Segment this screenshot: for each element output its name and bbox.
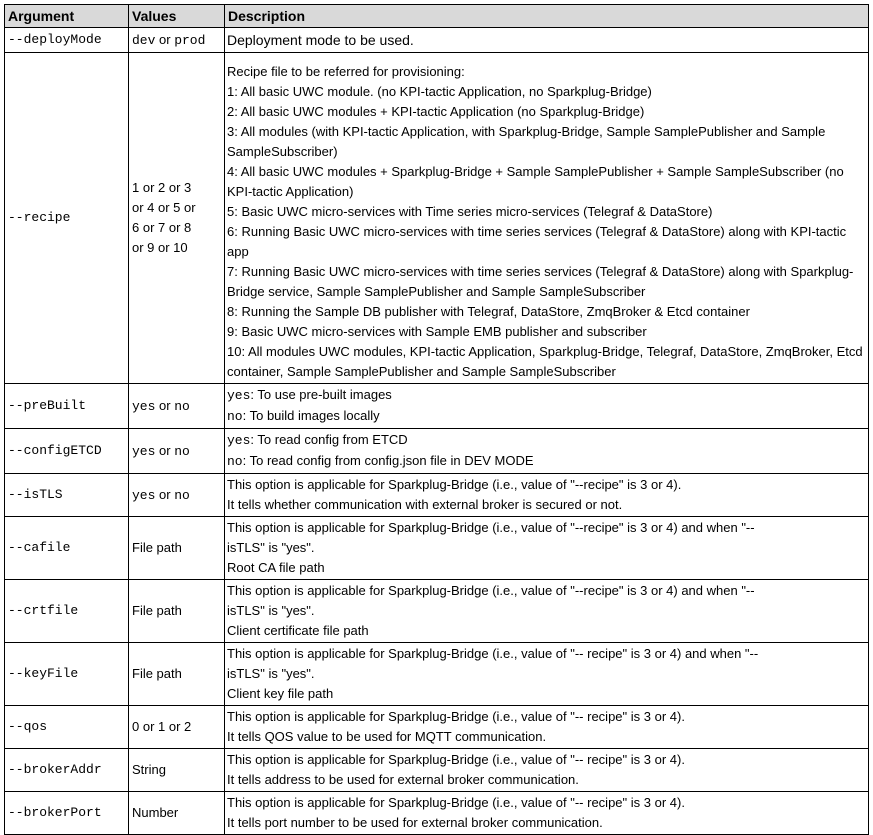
recipe-item: 2: All basic UWC modules + KPI-tactic Application (no Sparkplug-Bridge) (227, 104, 645, 119)
recipe-item: 7: Running Basic UWC micro-services with time series services (Telegraf & DataStore) along with Sparkplug-Bridge service, Sample SamplePublisher and Sample SampleSubscriber (227, 264, 854, 299)
description-cell: yes: To read config from ETCD no: To read config from config.json file in DEV MODE (225, 429, 869, 474)
values-cell: dev or prod (129, 28, 225, 53)
arguments-table (4, 4, 869, 835)
recipe-item: 10: All modules UWC modules, KPI-tactic Application, Sparkplug-Bridge, Telegraf, DataStore, ZmqBroker, Etcd container, Sample SamplePublisher and Sample SampleSubscriber (227, 344, 863, 379)
argument-cell: --isTLS (5, 474, 129, 517)
row-istls (5, 474, 869, 517)
description-cell: yes: To use pre-built images no: To build images locally (225, 384, 869, 429)
header-row (5, 5, 869, 28)
argument-cell: --recipe (5, 53, 129, 384)
recipe-item: 3: All modules (with KPI-tactic Application, with Sparkplug-Bridge, Sample SamplePublisher and Sample SampleSubscriber) (227, 124, 826, 159)
row-qos (5, 706, 869, 749)
description-cell: This option is applicable for Sparkplug-Bridge (i.e., value of "--recipe" is 3 or 4) and when "-- isTLS" is "yes". Root CA file path (225, 517, 869, 580)
argument-cell: --deployMode (5, 28, 129, 53)
description-cell: Recipe file to be referred for provisioning: 1: All basic UWC module. (no KPI-tactic Application, no Sparkplug-Bridge) 2: All basic UWC modules + KPI-tactic Application (no Sparkplug-Bridge) 3: All modules (with KPI-tactic Application, with Sparkplug-Bridge, Sample SamplePublisher and Sample SampleSubscriber) 4: All basic UWC modules + Sparkplug-Bridge + Sample SamplePublisher + Sample SampleSubscriber (no KPI-tactic Application) 5: Basic UWC micro-services with Time series micro-services (Telegraf & DataStore) 6: Running Basic UWC micro-services with time series services (Telegraf & DataStore) along with KPI-tactic app 7: Running Basic UWC micro-services with time series services (Telegraf & DataStore) along with Sparkplug-Bridge service, Sample SamplePublisher and Sample SampleSubscriber 8: Running the Sample DB publisher with Telegraf, DataStore, ZmqBroker & Etcd container 9: Basic UWC micro-services with Sample EMB publisher and subscriber 10: All modules UWC modules, KPI-tactic Application, Sparkplug-Bridge, Telegraf, DataStore, ZmqBroker, Etcd container, Sample SamplePublisher and Sample SampleSubscriber (225, 53, 869, 384)
row-recipe (5, 53, 869, 384)
row-configetcd (5, 429, 869, 474)
argument-cell: --qos (5, 706, 129, 749)
recipe-item: 8: Running the Sample DB publisher with Telegraf, DataStore, ZmqBroker & Etcd container (227, 304, 750, 319)
values-cell: 1 or 2 or 3 or 4 or 5 or 6 or 7 or 8 or 9 or 10 (129, 53, 225, 384)
recipe-item: 6: Running Basic UWC micro-services with time series services (Telegraf & DataStore) along with KPI-tactic app (227, 224, 847, 259)
row-deploymode (5, 28, 869, 53)
row-brokerport (5, 792, 869, 835)
header-argument: Argument (5, 5, 129, 28)
description-cell: This option is applicable for Sparkplug-Bridge (i.e., value of "-- recipe" is 3 or 4). It tells address to be used for external broker communication. (225, 749, 869, 792)
recipe-item: 1: All basic UWC module. (no KPI-tactic Application, no Sparkplug-Bridge) (227, 84, 652, 99)
argument-cell: --preBuilt (5, 384, 129, 429)
description-cell: Deployment mode to be used. (225, 28, 869, 53)
values-cell: File path (129, 643, 225, 706)
row-crtfile (5, 580, 869, 643)
description-cell: This option is applicable for Sparkplug-Bridge (i.e., value of "-- recipe" is 3 or 4). It tells QOS value to be used for MQTT communication. (225, 706, 869, 749)
row-keyfile (5, 643, 869, 706)
argument-cell: --configETCD (5, 429, 129, 474)
row-cafile (5, 517, 869, 580)
argument-cell: --crtfile (5, 580, 129, 643)
recipe-item: 4: All basic UWC modules + Sparkplug-Bridge + Sample SamplePublisher + Sample SampleSubscriber (no KPI-tactic Application) (227, 164, 844, 199)
values-cell: yes or no (129, 474, 225, 517)
description-cell: This option is applicable for Sparkplug-Bridge (i.e., value of "-- recipe" is 3 or 4) and when "-- isTLS" is "yes". Client key file path (225, 643, 869, 706)
argument-cell: --cafile (5, 517, 129, 580)
description-cell: This option is applicable for Sparkplug-Bridge (i.e., value of "--recipe" is 3 or 4) and when "-- isTLS" is "yes". Client certificate file path (225, 580, 869, 643)
values-cell: File path (129, 580, 225, 643)
values-cell: Number (129, 792, 225, 835)
values-cell: 0 or 1 or 2 (129, 706, 225, 749)
header-description: Description (225, 5, 869, 28)
values-cell: String (129, 749, 225, 792)
description-cell: This option is applicable for Sparkplug-Bridge (i.e., value of "--recipe" is 3 or 4). It tells whether communication with external broker is secured or not. (225, 474, 869, 517)
values-cell: File path (129, 517, 225, 580)
row-prebuilt (5, 384, 869, 429)
argument-cell: --brokerAddr (5, 749, 129, 792)
argument-cell: --keyFile (5, 643, 129, 706)
argument-cell: --brokerPort (5, 792, 129, 835)
header-values: Values (129, 5, 225, 28)
recipe-item: 9: Basic UWC micro-services with Sample EMB publisher and subscriber (227, 324, 647, 339)
values-cell: yes or no (129, 384, 225, 429)
values-cell: yes or no (129, 429, 225, 474)
description-cell: This option is applicable for Sparkplug-Bridge (i.e., value of "-- recipe" is 3 or 4). It tells port number to be used for external broker communication. (225, 792, 869, 835)
recipe-item: 5: Basic UWC micro-services with Time series micro-services (Telegraf & DataStore) (227, 204, 713, 219)
row-brokeraddr (5, 749, 869, 792)
